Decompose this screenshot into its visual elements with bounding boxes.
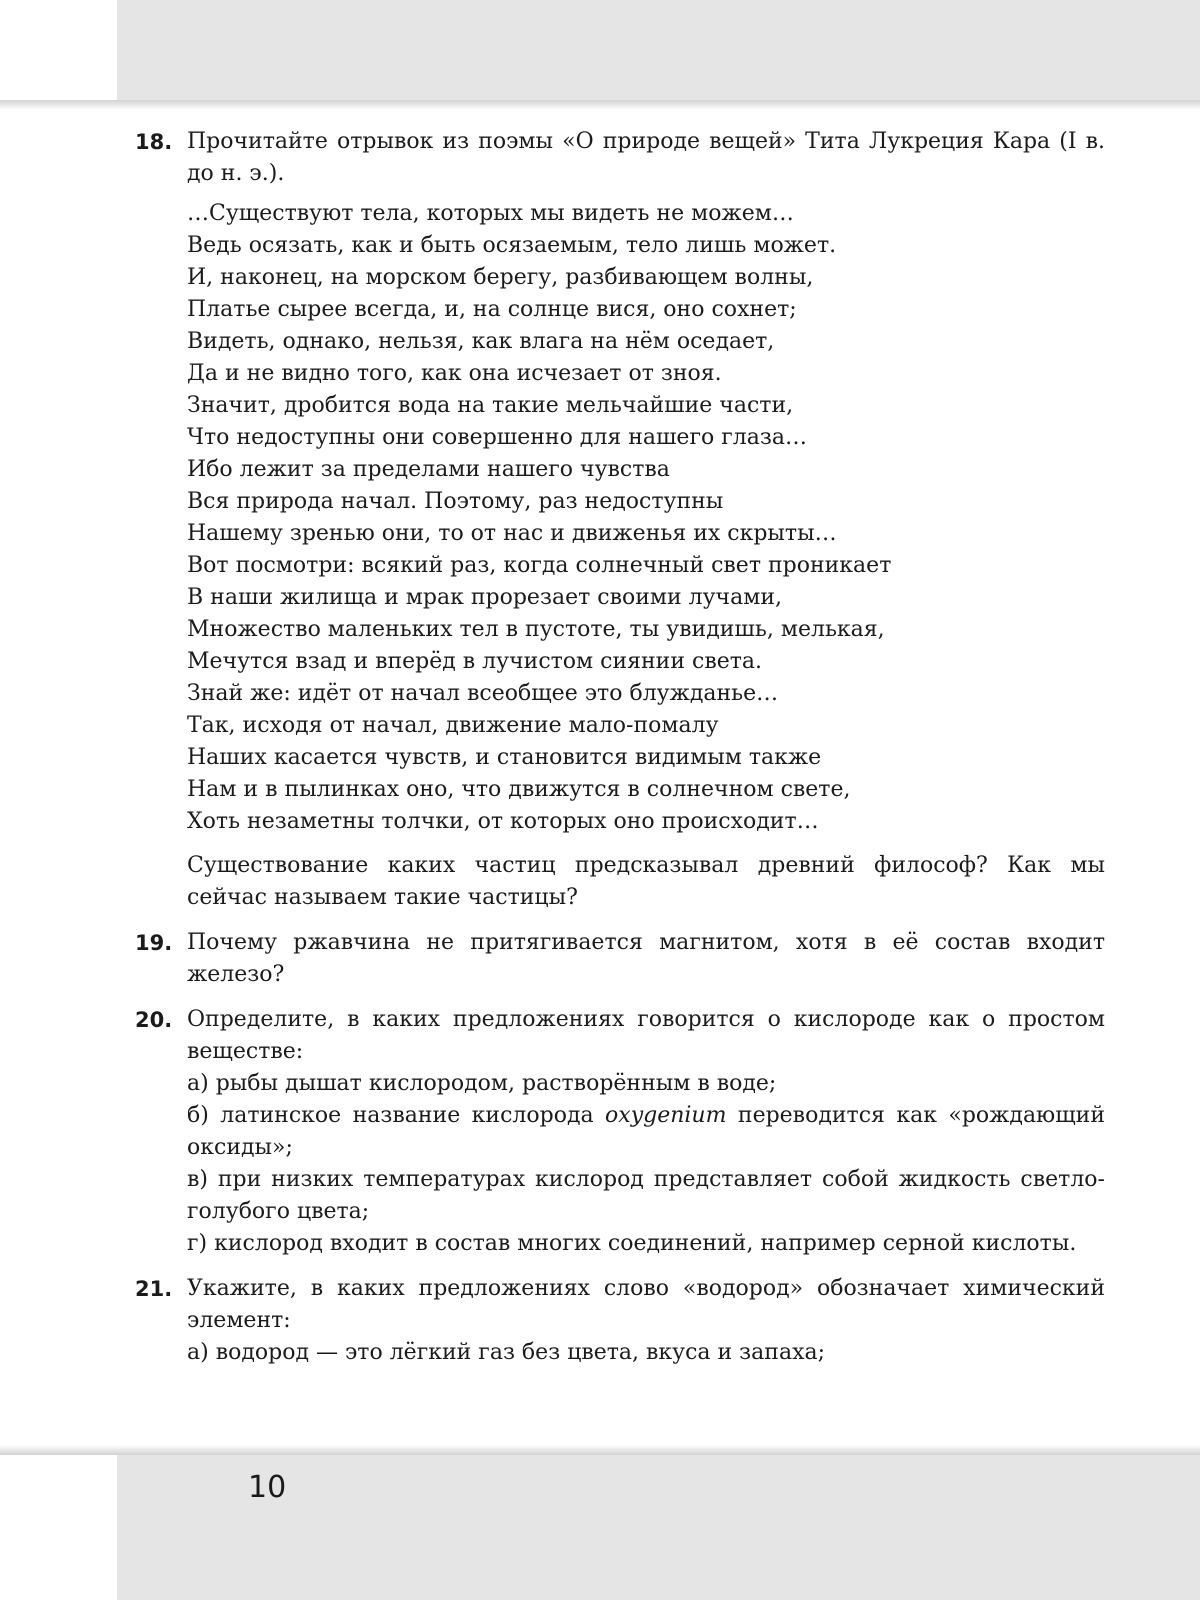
task-18 [135,126,1105,914]
option-b-text-end: переводится как «рождающий оксиды»; [187,1103,1105,1160]
task-intro: Прочитайте отрывок из поэмы «О природе вещей» Тита Лукреция Кара (I в. до н. э.). [187,129,1105,186]
task-intro: Укажите, в каких предложениях слово «водород» обозначает химический элемент: [187,1276,1105,1333]
poem-line: Хоть незаметны толчки, от которых оно происходит… [187,809,819,834]
task-number: 21. [135,1277,173,1301]
task-question: Существование каких частиц предсказывал древний философ? Как мы сейчас называем такие частицы? [187,853,1105,910]
poem-excerpt [187,198,1105,838]
poem-line: Ведь осязать, как и быть осязаемым, тело лишь может. [187,233,837,258]
poem-line: Вот посмотри: всякий раз, когда солнечный свет проникает [187,553,892,578]
latin-term: oxygenium [605,1103,727,1128]
header-band [117,0,1200,100]
option-d: г) кислород входит в состав многих соединений, например серной кислоты. [187,1231,1077,1256]
poem-line: Так, исходя от начал, движение мало-помалу [187,713,719,738]
option-a: а) рыбы дышат кислородом, растворённым в воде; [187,1071,777,1096]
option-c: в) при низких температурах кислород представляет собой жидкость светло-голубого цвета; [187,1167,1105,1224]
task-21 [135,1273,1105,1369]
task-number: 20. [135,1008,173,1032]
poem-line: Видеть, однако, нельзя, как влага на нём оседает, [187,329,775,354]
option-b [187,1100,1105,1164]
header-shadow [0,100,1200,110]
task-20 [135,1004,1105,1260]
task-number: 18. [135,130,173,154]
poem-line: Множество маленьких тел в пустоте, ты увидишь, мелькая, [187,617,885,642]
poem-line: Платье сырее всегда, и, на солнце вися, оно сохнет; [187,297,797,322]
poem-line: Нам и в пылинках оно, что движутся в солнечном свете, [187,777,851,802]
poem-line: Значит, дробится вода на такие мельчайшие части, [187,393,794,418]
task-text: Почему ржавчина не притягивается магнитом, хотя в её состав входит железо? [187,930,1105,987]
poem-line: Нашему зренью они, то от нас и движенья их скрыты… [187,521,837,546]
task-number: 19. [135,931,173,955]
poem-line: Ибо лежит за пределами нашего чувства [187,457,670,482]
poem-line: Что недоступны они совершенно для нашего глаза… [187,425,807,450]
footer-shadow [0,1445,1200,1455]
poem-line: Знай же: идёт от начал всеобщее это блужданье… [187,681,779,706]
page-content [135,126,1105,1382]
poem-line: В наши жилища и мрак прорезает своими лучами, [187,585,782,610]
task-19 [135,927,1105,991]
poem-line: И, наконец, на морском берегу, разбивающем волны, [187,265,814,290]
poem-line: Наших касается чувств, и становится видимым также [187,745,822,770]
poem-line: Да и не видно того, как она исчезает от зноя. [187,361,722,386]
poem-line: …Существуют тела, которых мы видеть не можем… [187,201,794,226]
page-number: 10 [248,1470,287,1505]
poem-line: Вся природа начал. Поэтому, раз недоступны [187,489,724,514]
option-b-text-start: б) латинское название кислорода [187,1103,606,1128]
option-a: а) водород — это лёгкий газ без цвета, вкуса и запаха; [187,1340,826,1365]
poem-line: Мечутся взад и вперёд в лучистом сиянии света. [187,649,763,674]
task-intro: Определите, в каких предложениях говорится о кислороде как о простом веществе: [187,1007,1105,1064]
